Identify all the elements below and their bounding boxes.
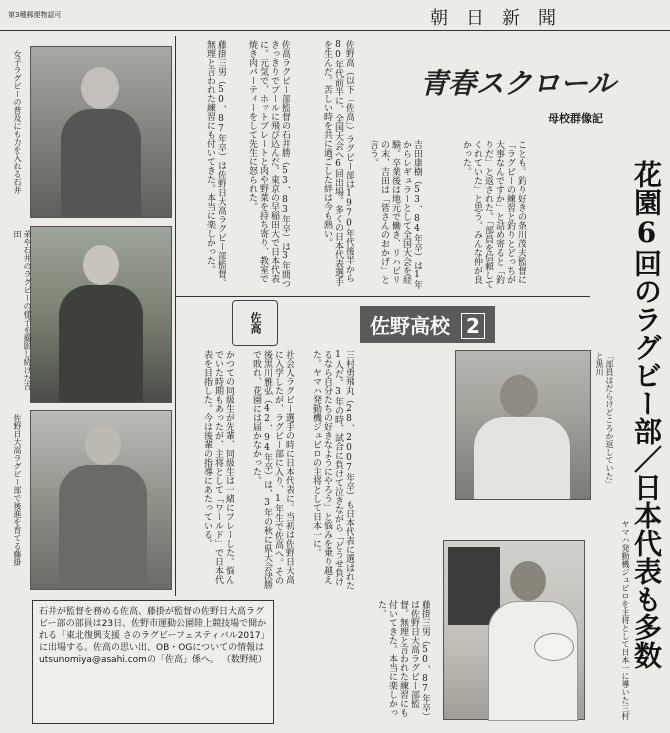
info-text: 石井が監督を務める佐高、藤掛が監督の佐野日大高ラグビー部の部員は23日、佐野市運動公園陸上競技場で開かれる「東北復興支援 さのラグビーフェスティバル2017」に出場する。佐高の思い出、OB・OGについての情報はutsunomiya@asahi.comの「佐高」係へ。 [39, 607, 267, 665]
body-shape [488, 601, 578, 721]
series-title [420, 62, 615, 102]
school-name: 佐野高校 [370, 314, 450, 338]
rugby-ball-icon [534, 633, 574, 661]
body-column-5: ことも。釣り好きの条川茂夫監督に「ラグビーの練習と釣りとどっちが大事なんですか」と詰め寄ると「釣りだ」と返された。「部員を信頼してくれていた」と思う。みんな仲が良かった。 [461, 140, 526, 289]
headline-line1: 花園6回のラグビー部 [630, 160, 663, 445]
caption-photo5: ヤマハ発動機ジュビロを主将として日本一に導いた三村 [621, 520, 630, 720]
body-column-4: 吉田康樹（53、84年卒）は1年からレギュラーとして全国大会を経験。卒業後は地元で働き、リハビリの末、吉田は「皆さんのおかげ」と言う。 [368, 140, 422, 289]
face-shape [510, 561, 546, 601]
masthead: 朝日新聞 [430, 8, 574, 29]
photo-fujikake [30, 410, 172, 590]
caption-photo4: 「部員はだらけどころか返していた」と黒川 [595, 352, 614, 488]
caption-photo1: 女子ラグビーの普及にも力を入れる石井 [13, 50, 22, 194]
series-subtitle: 母校群像記 [548, 112, 603, 125]
body-shape [474, 417, 570, 499]
body-column-3: 佐野高（以下「佐高」）ラグビー部は1970年代後半から80年代前半に、全国大会へ6回出場。多くの日本代表選手を生んだ。苦しい時を共に過ごした絆は今も熱い。 [322, 40, 354, 286]
face-shape [500, 375, 538, 417]
photo-kurokawa [455, 350, 591, 500]
photo-mimura [443, 540, 585, 720]
series-title-a: 青春 [420, 67, 477, 100]
face-shape [81, 67, 119, 109]
body-shape [61, 109, 141, 217]
body-column-7: 社会人ラグビー選手の時に日本代表に。当初は佐野日大高に入学したが、ラグビー部に入り、1年生で佐高へ。その後黒川雅弘（42、94年卒）は、3年の秋に県大会決勝で敗れ、花園には届かなかった。 [251, 350, 294, 589]
crest-text: 佐高 [249, 312, 262, 334]
info-byline: （数野純） [221, 655, 267, 665]
headline-line2: ／日本代表も多数 [630, 445, 663, 669]
permit-label: 第3種郵便物認可 [8, 11, 62, 19]
info-box [32, 600, 274, 724]
photo-yoshida [30, 226, 172, 403]
photo-ishii [30, 46, 172, 218]
school-crest-icon [232, 300, 278, 346]
face-shape [83, 245, 119, 285]
face-shape [85, 425, 121, 465]
body-column-1: 藤掛三男（50、87年卒）は佐野日大高ラグビー部監督。無理と言われた練習にも付いてきた。本当に楽しかった。 [205, 40, 226, 287]
body-column-8: 三村勇飛丸（28、2007年卒）も日本代表に選ばれた1人だ。3年の時、試合に負けて泣きながら「どうせ負けるなら自分たちの好きなようにやろう」と悩みを乗り越えた。ヤマハ発動機ジュビロの主将として日本一に。 [311, 350, 354, 590]
series-title-b: スクロール [476, 67, 616, 100]
section-divider [175, 296, 590, 297]
column-divider [175, 36, 176, 596]
body-shape [59, 465, 147, 589]
header-rule [0, 30, 670, 31]
caption-photo3: 佐野日大高ラグビー部で後進を育てる藤掛 [13, 414, 22, 566]
body-shape [59, 285, 143, 402]
school-number: 2 [461, 313, 485, 339]
caption-photo2: 弟や石井のラグビーの様子を撮影し続けた吉田 [13, 230, 32, 390]
body-column-6: かつての同級生が先輩、同級生は一緒にプレーした。悩んでいた時期もあったが、主将として「ワールド」で日本代表を目指した。今は後輩の指導にあたっている。 [202, 350, 234, 584]
school-kicker [360, 306, 495, 343]
body-column-9: 藤掛三男（50、87年卒）は佐野日大高ラグビー部監督。無理と言われた練習にも付いてきた。本当に楽しかった。 [376, 600, 430, 717]
body-column-2: 佐高ラグビー部監督の石井勝（53、83年卒）は3年間つきっきりでプールに飛び込んだ。東京の早稲田大で日本代表に。元気で、ホットプレートと肉や野菜を持ち寄り、教室で焼き肉パーティーをして先生に怒られた。 [247, 40, 290, 288]
